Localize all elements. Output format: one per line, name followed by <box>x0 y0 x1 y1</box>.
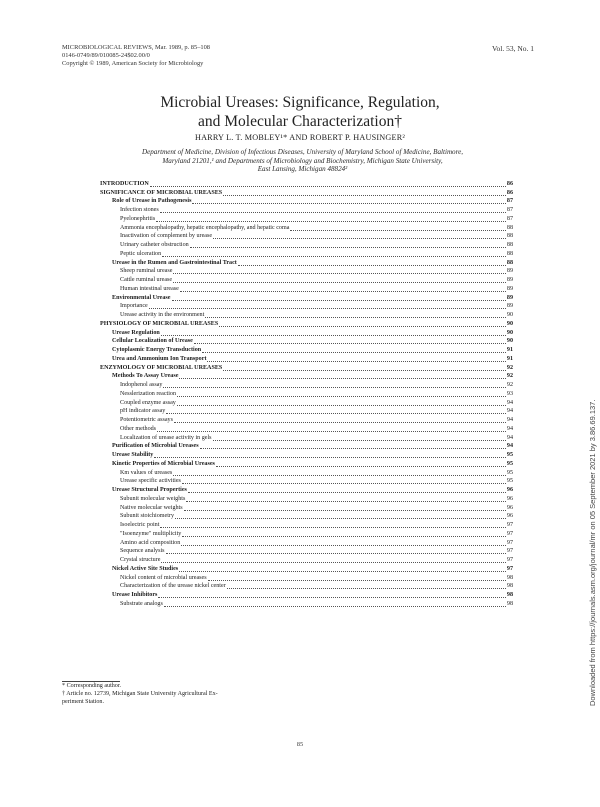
download-watermark: Downloaded from https://journals.asm.org/journal/mr on 05 September 2021 by 3.86.69.137. <box>588 399 597 706</box>
footnote-2: † Article no. 12739, Michigan State University Agricultural Ex- <box>62 690 218 697</box>
toc-entry-page: 97 <box>506 539 513 546</box>
toc-entry-page: 94 <box>506 399 513 406</box>
toc-entry-page: 92 <box>506 382 513 389</box>
toc-leader-dots <box>163 387 505 388</box>
toc-entry <box>120 549 513 556</box>
toc-entry <box>100 190 513 197</box>
toc-entry <box>120 304 513 311</box>
toc-entry-page: 94 <box>506 417 513 424</box>
toc-entry <box>112 487 513 494</box>
toc-entry-label: Ammonia encephalopathy, hepatic encephalopathy, and hepatic coma <box>120 224 290 231</box>
toc-leader-dots <box>177 405 506 406</box>
toc-leader-dots <box>179 571 506 572</box>
toc-entry-label: Urease Stability <box>112 452 154 459</box>
toc-entry-page: 92 <box>506 364 513 371</box>
toc-entry-label: Isoelectric point <box>120 522 160 529</box>
toc-entry-page: 98 <box>506 574 513 581</box>
toc-leader-dots <box>182 536 506 537</box>
toc-entry <box>120 522 513 529</box>
toc-entry-label: Other methods <box>120 425 157 432</box>
affiliation-line-3: East Lansing, Michigan 48824² <box>257 165 348 174</box>
toc-entry-label: Urease Regulation <box>112 329 160 336</box>
toc-entry-label: Urease specific activities <box>120 478 181 485</box>
toc-entry <box>120 286 513 293</box>
toc-entry <box>120 234 513 241</box>
toc-entry-label: Environmental Urease <box>112 294 171 301</box>
toc-leader-dots <box>162 256 506 257</box>
toc-entry-label: Indophenol assay <box>120 382 163 389</box>
toc-entry <box>120 514 513 521</box>
toc-entry <box>120 382 513 389</box>
toc-leader-dots <box>192 203 505 204</box>
toc-entry-label: Sequence analysis <box>120 548 165 555</box>
toc-entry-page: 95 <box>506 469 513 476</box>
toc-leader-dots <box>200 448 506 449</box>
toc-entry-page: 88 <box>506 259 513 266</box>
toc-entry-page: 87 <box>506 198 513 205</box>
toc-entry-page: 96 <box>506 504 513 511</box>
toc-leader-dots <box>160 527 505 528</box>
toc-entry <box>120 269 513 276</box>
toc-entry-page: 88 <box>506 233 513 240</box>
affiliation <box>75 148 530 174</box>
toc-entry-page: 98 <box>506 600 513 607</box>
toc-leader-dots <box>173 282 506 283</box>
toc-entry-page: 88 <box>506 224 513 231</box>
toc-leader-dots <box>223 195 506 196</box>
toc-leader-dots <box>161 562 505 563</box>
toc-entry <box>112 566 513 573</box>
toc-leader-dots <box>219 326 506 327</box>
toc-leader-dots <box>202 352 506 353</box>
toc-leader-dots <box>173 475 506 476</box>
toc-entry-label: Localization of urease activity in gels <box>120 434 212 441</box>
toc-entry-page: 88 <box>506 242 513 249</box>
toc-entry <box>100 181 513 188</box>
toc-leader-dots <box>180 291 506 292</box>
toc-entry <box>100 321 513 328</box>
toc-entry <box>120 435 513 442</box>
toc-entry-page: 91 <box>506 347 513 354</box>
toc-entry <box>112 374 513 381</box>
toc-entry <box>120 531 513 538</box>
toc-entry-label: Subunit stoichiometry <box>120 513 174 520</box>
journal-line-3: Copyright © 1989, American Society for Microbiology <box>62 60 204 68</box>
toc-leader-dots <box>172 300 506 301</box>
toc-entry-page: 90 <box>506 312 513 319</box>
journal-line-1: MICROBIOLOGICAL REVIEWS, Mar. 1989, p. 85–108 <box>62 44 210 51</box>
toc-entry <box>120 242 513 249</box>
toc-entry-page: 87 <box>506 215 513 222</box>
toc-leader-dots <box>179 378 505 379</box>
journal-line-2: 0146-0749/89/010085-24$02.00/0 <box>62 52 150 60</box>
toc-entry-label: Urease Structural Properties <box>112 487 187 494</box>
toc-entry-page: 98 <box>506 592 513 599</box>
toc-entry <box>112 452 513 459</box>
toc-entry-label: Pyelonephritis <box>120 215 156 222</box>
toc-entry-label: Inactivation of complement by urease <box>120 233 213 240</box>
toc-entry-label: Cytoplasmic Energy Transduction <box>112 347 202 354</box>
toc-leader-dots <box>223 370 506 371</box>
toc-entry-page: 96 <box>506 513 513 520</box>
toc-entry-label: INTRODUCTION <box>100 180 149 187</box>
toc-entry-page: 86 <box>506 180 513 187</box>
toc-leader-dots <box>184 510 506 511</box>
toc-leader-dots <box>166 553 506 554</box>
toc-entry-page: 97 <box>506 548 513 555</box>
toc-entry <box>112 356 513 363</box>
toc-entry-label: Subunit molecular weights <box>120 495 186 502</box>
toc-leader-dots <box>177 396 506 397</box>
toc-leader-dots <box>158 597 505 598</box>
toc-entry-page: 94 <box>506 408 513 415</box>
toc-leader-dots <box>149 308 506 309</box>
toc-entry <box>112 260 513 267</box>
toc-leader-dots <box>213 238 506 239</box>
toc-leader-dots <box>205 317 506 318</box>
toc-entry-label: pH indicator assay <box>120 408 166 415</box>
page-number: 85 <box>296 741 304 748</box>
toc-entry-label: Nickel content of microbial ureases <box>120 574 207 581</box>
toc-entry <box>120 496 513 503</box>
toc-entry-page: 93 <box>506 390 513 397</box>
toc-entry-label: Kinetic Properties of Microbial Ureases <box>112 460 215 467</box>
footnotes <box>62 683 218 706</box>
toc-entry-label: Purification of Microbial Ureases <box>112 443 199 450</box>
toc-leader-dots <box>161 335 506 336</box>
toc-entry <box>120 426 513 433</box>
toc-entry <box>112 592 513 599</box>
toc-leader-dots <box>238 265 506 266</box>
title-line-2: and Molecular Characterization† <box>198 113 402 130</box>
toc-entry-page: 97 <box>506 557 513 564</box>
toc-entry <box>120 575 513 582</box>
toc-entry-label: Peptic ulceration <box>120 250 162 257</box>
toc-entry-label: Importance <box>120 303 148 310</box>
toc-entry-label: Cattle ruminal urease <box>120 277 173 284</box>
toc-leader-dots <box>190 247 506 248</box>
toc-entry-label: Urease activity in the environment <box>120 312 205 319</box>
toc-entry-page: 86 <box>506 189 513 196</box>
toc-leader-dots <box>186 501 506 502</box>
toc-leader-dots <box>150 186 506 187</box>
toc-entry-label: Cellular Localization of Urease <box>112 338 193 345</box>
toc-entry-label: Potentiometric assays <box>120 417 173 424</box>
toc-entry <box>120 216 513 223</box>
title-line-1: Microbial Ureases: Significance, Regulation, <box>160 94 440 111</box>
toc-leader-dots <box>182 483 506 484</box>
toc-entry <box>120 557 513 564</box>
toc-entry <box>112 295 513 302</box>
toc-entry-page: 91 <box>506 355 513 362</box>
toc-leader-dots <box>160 212 506 213</box>
toc-entry-label: SIGNIFICANCE OF MICROBIAL UREASES <box>100 189 223 196</box>
toc-entry-label: Coupled enzyme assay <box>120 399 176 406</box>
toc-entry-page: 94 <box>506 434 513 441</box>
toc-leader-dots <box>174 422 506 423</box>
toc-leader-dots <box>290 230 505 231</box>
toc-entry-page: 89 <box>506 268 513 275</box>
toc-entry-page: 96 <box>506 487 513 494</box>
toc-entry-page: 90 <box>506 320 513 327</box>
toc-entry <box>120 601 513 608</box>
toc-entry-label: Urease Inhibitors <box>112 592 158 599</box>
toc-entry-page: 89 <box>506 294 513 301</box>
toc-entry <box>112 330 513 337</box>
affiliation-line-2: Maryland 21201,¹ and Departments of Microbiology and Biochemistry, Michigan State University, <box>162 156 443 165</box>
toc-leader-dots <box>227 588 506 589</box>
toc-entry <box>120 400 513 407</box>
toc-entry-label: Role of Urease in Pathogenesis <box>112 198 192 205</box>
toc-entry-page: 97 <box>506 522 513 529</box>
toc-entry <box>120 479 513 486</box>
toc-entry-label: Urinary catheter obstruction <box>120 242 189 249</box>
toc-entry-label: Characterization of the urease nickel center <box>120 583 226 590</box>
toc-entry <box>112 347 513 354</box>
toc-leader-dots <box>173 273 505 274</box>
toc-entry <box>120 417 513 424</box>
toc-entry <box>120 312 513 319</box>
toc-entry-label: Substrate analogs <box>120 600 163 607</box>
toc-entry-label: Human intestinal urease <box>120 285 179 292</box>
author-list: HARRY L. T. MOBLEY¹* AND ROBERT P. HAUSINGER² <box>194 133 406 142</box>
toc-entry-page: 96 <box>506 495 513 502</box>
toc-leader-dots <box>207 361 505 362</box>
toc-entry-label: Methods To Assay Urease <box>112 373 179 380</box>
toc-entry-page: 94 <box>506 443 513 450</box>
toc-entry-page: 89 <box>506 285 513 292</box>
toc-leader-dots <box>175 518 506 519</box>
toc-leader-dots <box>188 492 506 493</box>
toc-leader-dots <box>208 580 506 581</box>
toc-entry-page: 98 <box>506 583 513 590</box>
article-title <box>0 93 600 131</box>
toc-entry-page: 95 <box>506 460 513 467</box>
toc-leader-dots <box>164 606 506 607</box>
toc-entry-label: ENZYMOLOGY OF MICROBIAL UREASES <box>100 364 223 371</box>
volume-label: Vol. 53, No. 1 <box>492 44 534 53</box>
toc-entry-label: Infection stones <box>120 207 159 214</box>
toc-entry-page: 95 <box>506 478 513 485</box>
footnote-1: * Corresponding author. <box>62 683 122 689</box>
toc-entry <box>100 365 513 372</box>
toc-entry-page: 92 <box>506 373 513 380</box>
toc-entry-label: Nickel Active Site Studies <box>112 565 179 572</box>
toc-entry <box>120 251 513 258</box>
toc-entry <box>120 391 513 398</box>
toc-entry-page: 90 <box>506 338 513 345</box>
toc-entry-page: 90 <box>506 329 513 336</box>
toc-entry-page: 97 <box>506 565 513 572</box>
toc-entry <box>120 540 513 547</box>
toc-entry <box>112 339 513 346</box>
toc-entry-page: 95 <box>506 452 513 459</box>
toc-entry <box>112 199 513 206</box>
toc-entry <box>120 277 513 284</box>
toc-entry-page: 97 <box>506 530 513 537</box>
toc-leader-dots <box>156 221 506 222</box>
toc-entry-page: 89 <box>506 277 513 284</box>
toc-entry-label: Amino acid composition <box>120 539 181 546</box>
toc-leader-dots <box>181 545 506 546</box>
toc-entry-label: Urease in the Rumen and Gastrointestinal Tract <box>112 259 237 266</box>
toc-entry-page: 94 <box>506 425 513 432</box>
footnote-divider <box>62 681 120 682</box>
toc-entry <box>120 409 513 416</box>
toc-entry <box>120 225 513 232</box>
toc-leader-dots <box>154 457 506 458</box>
toc-entry <box>120 505 513 512</box>
toc-entry <box>120 470 513 477</box>
footnote-3: periment Station. <box>62 698 104 705</box>
toc-entry-label: Native molecular weights <box>120 504 183 511</box>
toc-entry-page: 88 <box>506 250 513 257</box>
toc-entry-label: "Isoenzyme" multiplicity <box>120 530 182 537</box>
toc-leader-dots <box>157 431 506 432</box>
toc-entry-page: 87 <box>506 207 513 214</box>
toc-entry-label: Km values of ureases <box>120 469 173 476</box>
toc-entry <box>112 461 513 468</box>
toc-leader-dots <box>166 413 506 414</box>
toc-entry-page: 89 <box>506 303 513 310</box>
toc-entry <box>112 444 513 451</box>
toc-leader-dots <box>213 440 506 441</box>
toc-entry <box>120 584 513 591</box>
toc-entry-label: Urea and Ammonium Ion Transport <box>112 355 207 362</box>
toc-entry <box>120 207 513 214</box>
affiliation-line-1: Department of Medicine, Division of Infectious Diseases, University of Maryland School of Medicine, Baltimore, <box>141 148 464 156</box>
journal-citation <box>62 44 210 69</box>
toc-entry-label: PHYSIOLOGY OF MICROBIAL UREASES <box>100 320 219 327</box>
toc-entry-label: Nesslerization reaction <box>120 390 177 397</box>
toc-entry-label: Crystal structure <box>120 557 161 564</box>
toc-leader-dots <box>216 466 506 467</box>
toc-leader-dots <box>194 343 506 344</box>
toc-entry-label: Sheep ruminal urease <box>120 268 173 275</box>
